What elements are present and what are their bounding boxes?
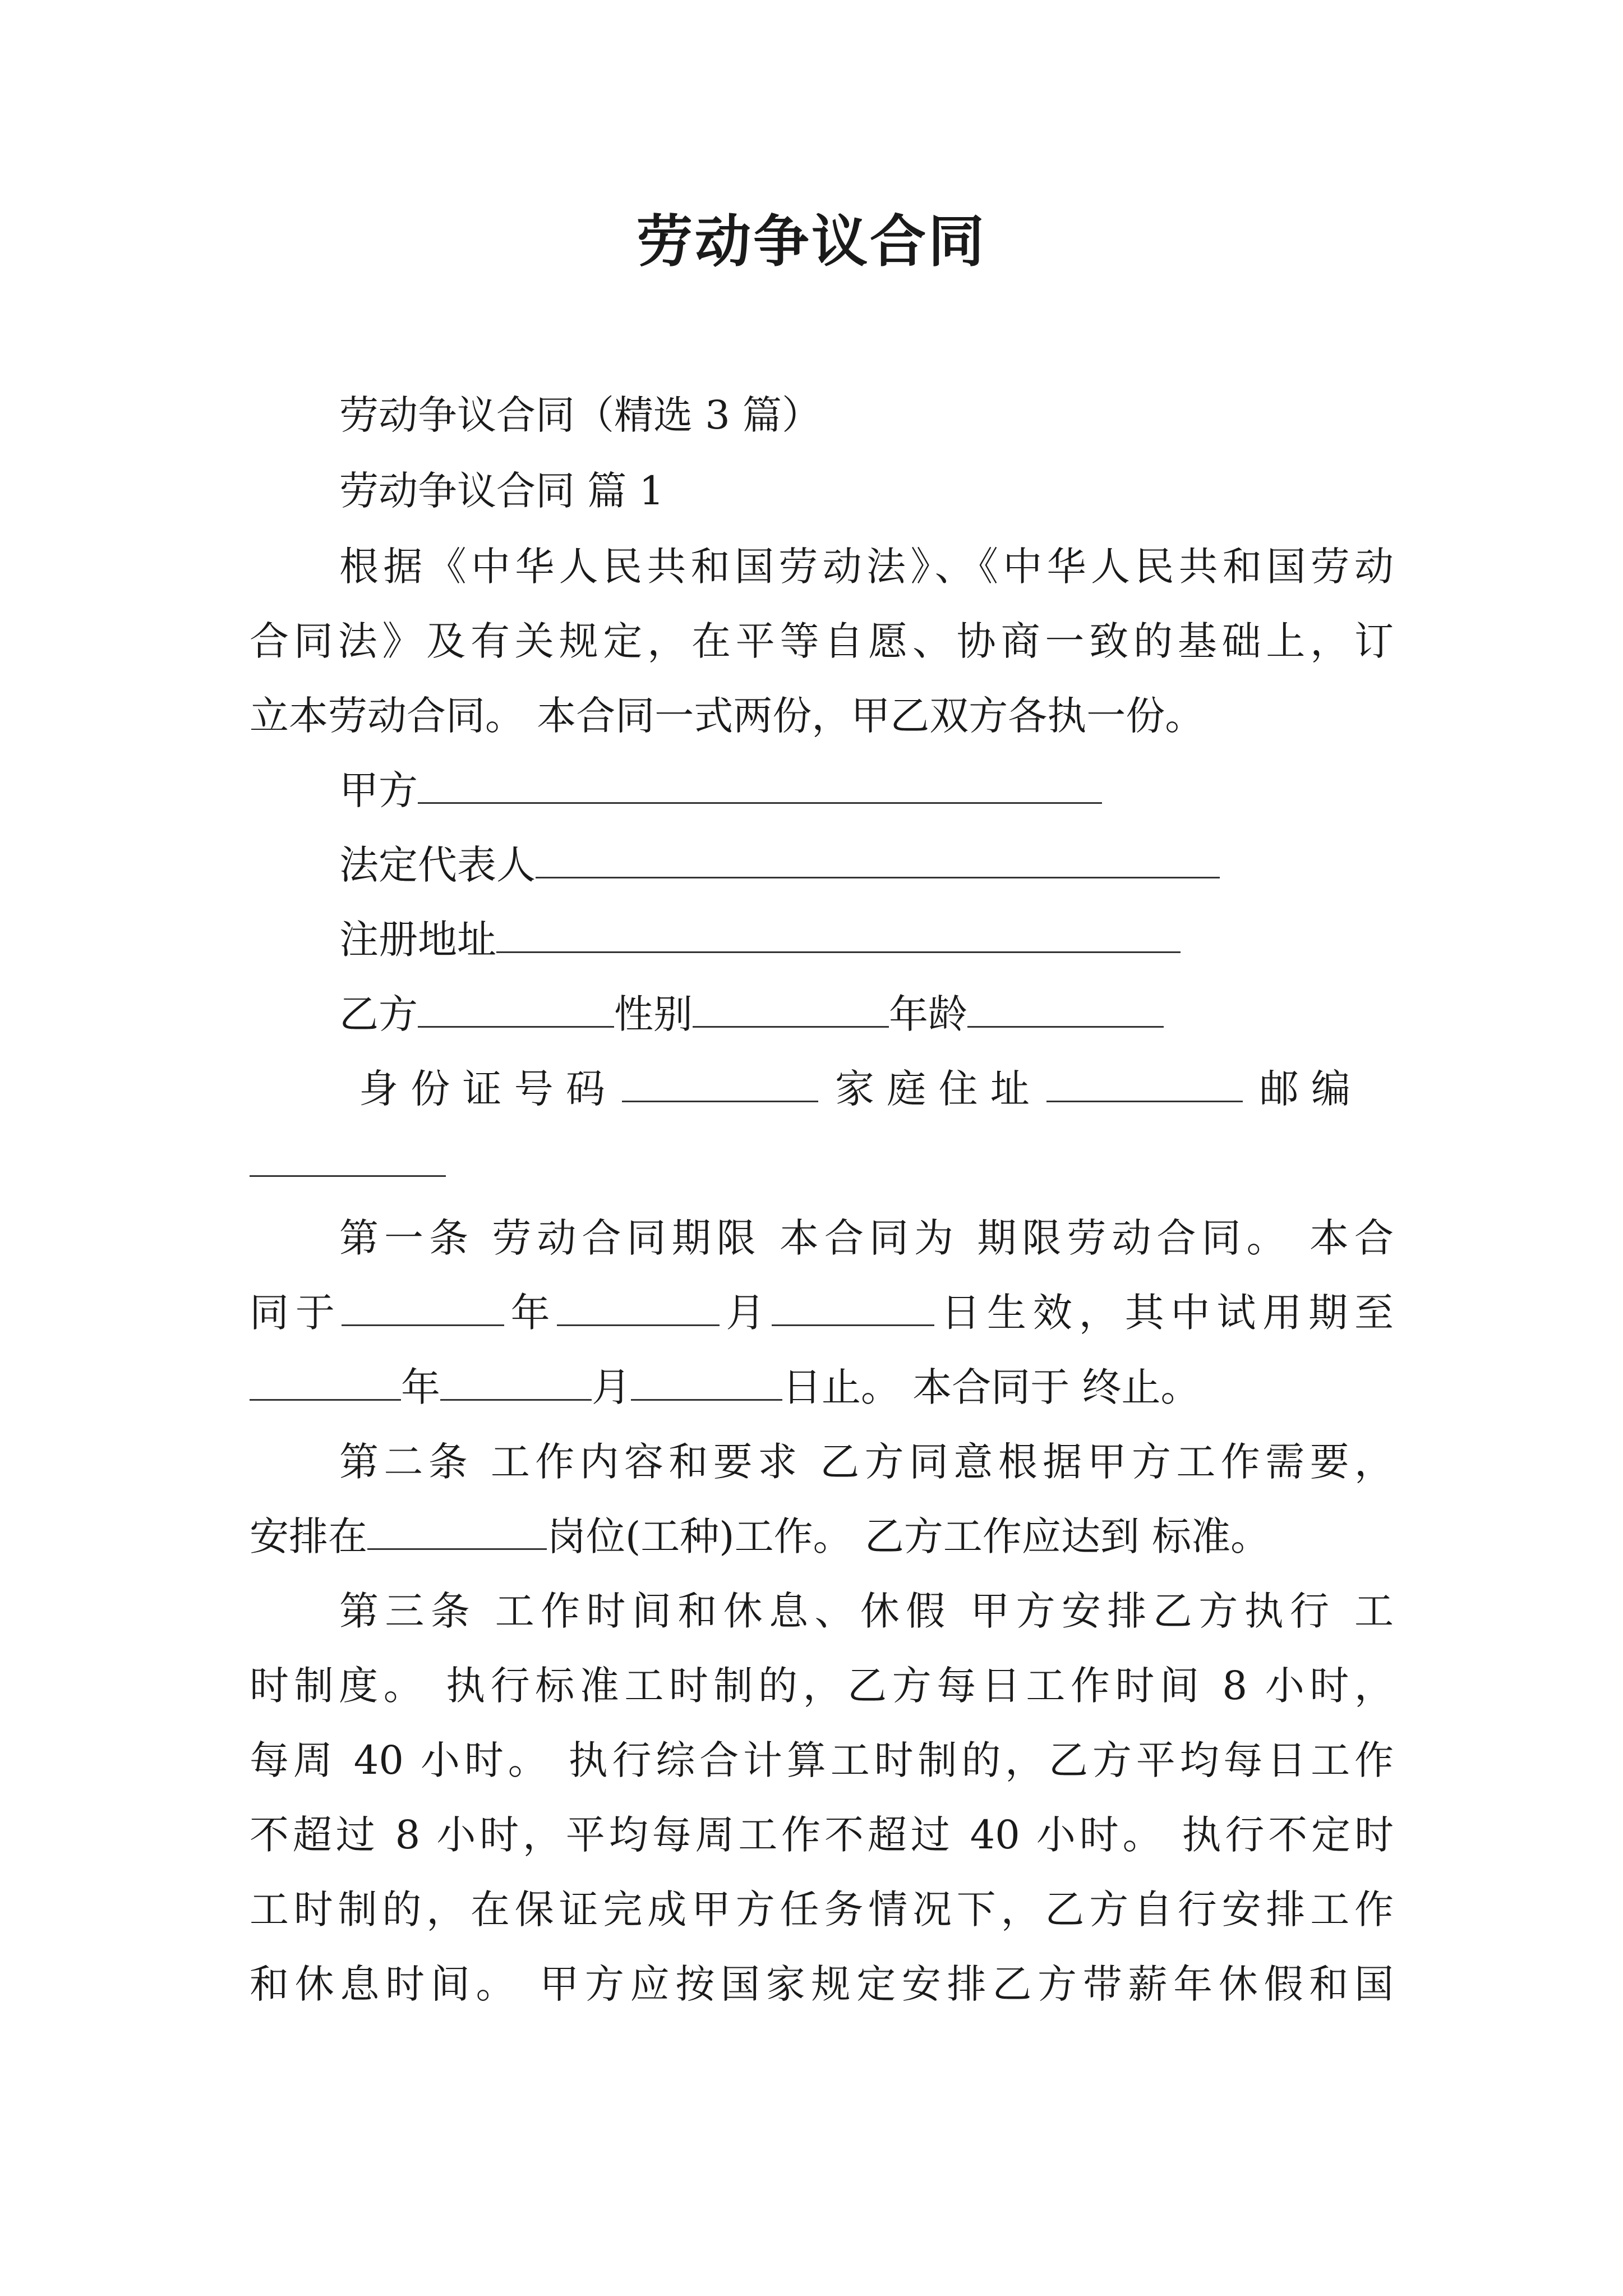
text: 岗位(工种)工作。 乙方工作应达到 标准。 [547, 1513, 1270, 1559]
blank-line[interactable] [631, 1360, 782, 1401]
paragraph-line: 工时制的，在保证完成甲方任务情况下，乙方自行安排工作 [250, 1887, 1394, 1932]
legal-rep-field [339, 837, 1394, 893]
paragraph-line: 每周 40 小时。 执行综合计算工时制的，乙方平均每日工作 [250, 1737, 1394, 1783]
party-b-field [339, 986, 1394, 1042]
blank-line[interactable] [250, 1136, 446, 1177]
text: 月 [719, 1290, 772, 1336]
paragraph-line: 第三条 工作时间和休息、休假 甲方安排乙方执行 工 [339, 1588, 1394, 1634]
field-label: 家 庭 住 址 [835, 1066, 1030, 1112]
field-label: 年龄 [889, 991, 967, 1037]
paragraph-line: 不超过 8 小时，平均每周工作不超过 40 小时。 执行不定时 [250, 1812, 1394, 1858]
blank-line[interactable] [496, 912, 1181, 953]
paragraph-line: 第二条 工作内容和要求 乙方同意根据甲方工作需要， [339, 1439, 1394, 1485]
text: 日止。 本合同于 终止。 [782, 1364, 1200, 1410]
blank-line[interactable] [342, 1285, 504, 1326]
text: 日生效，其中试用期至 [934, 1290, 1394, 1336]
text: 同于 [250, 1290, 342, 1336]
blank-line[interactable] [967, 987, 1164, 1028]
paragraph-line: 根据《中华人民共和国劳动法》、《中华人民共和国劳动 [339, 544, 1394, 590]
paragraph-line [250, 1359, 1394, 1415]
field-label: 甲方 [339, 767, 418, 813]
reg-addr-field [339, 912, 1394, 968]
field-label: 乙方 [339, 991, 418, 1037]
field-label: 注册地址 [339, 917, 496, 963]
section-heading: 劳动争议合同 篇 1 [339, 468, 665, 514]
blank-line[interactable] [250, 1360, 401, 1401]
blank-line[interactable] [367, 1509, 547, 1550]
text: 年 [401, 1364, 440, 1410]
paragraph-line: 和休息时间。 甲方应按国家规定安排乙方带薪年休假和国 [250, 1961, 1394, 2007]
party-a-field [339, 762, 1394, 818]
field-label: 身 份 证 号 码 [359, 1066, 606, 1112]
blank-line[interactable] [1046, 1061, 1243, 1102]
blank-line[interactable] [772, 1285, 934, 1326]
paragraph-line: 时制度。 执行标准工时制的，乙方每日工作时间 8 小时， [250, 1663, 1394, 1709]
blank-line[interactable] [557, 1285, 720, 1326]
blank-line[interactable] [536, 838, 1220, 878]
paragraph-line: 合同法》及有关规定，在平等自愿、协商一致的基础上，订 [250, 618, 1394, 664]
paragraph-line [250, 1508, 1394, 1565]
blank-line[interactable] [418, 987, 614, 1028]
blank-line[interactable] [418, 763, 1102, 804]
document-title: 劳动争议合同 [637, 208, 986, 274]
blank-line[interactable] [622, 1061, 818, 1102]
text: 月 [592, 1364, 631, 1410]
text: 年 [504, 1290, 557, 1336]
subtitle-line: 劳动争议合同（精选 3 篇） [339, 392, 822, 438]
blank-line[interactable] [440, 1360, 592, 1401]
blank-line[interactable] [693, 987, 889, 1028]
field-label: 法定代表人 [339, 842, 536, 888]
field-label: 性别 [614, 991, 693, 1037]
paragraph-line: 第一条 劳动合同期限 本合同为 期限劳动合同。 本合 [339, 1215, 1394, 1261]
field-label: 邮 编 [1259, 1066, 1351, 1112]
paragraph-line: 立本劳动合同。 本合同一式两份，甲乙双方各执一份。 [250, 693, 1205, 739]
id-field [359, 1061, 1385, 1117]
postcode-blank [250, 1135, 1394, 1191]
text: 安排在 [250, 1513, 367, 1559]
paragraph-line [250, 1285, 1394, 1341]
